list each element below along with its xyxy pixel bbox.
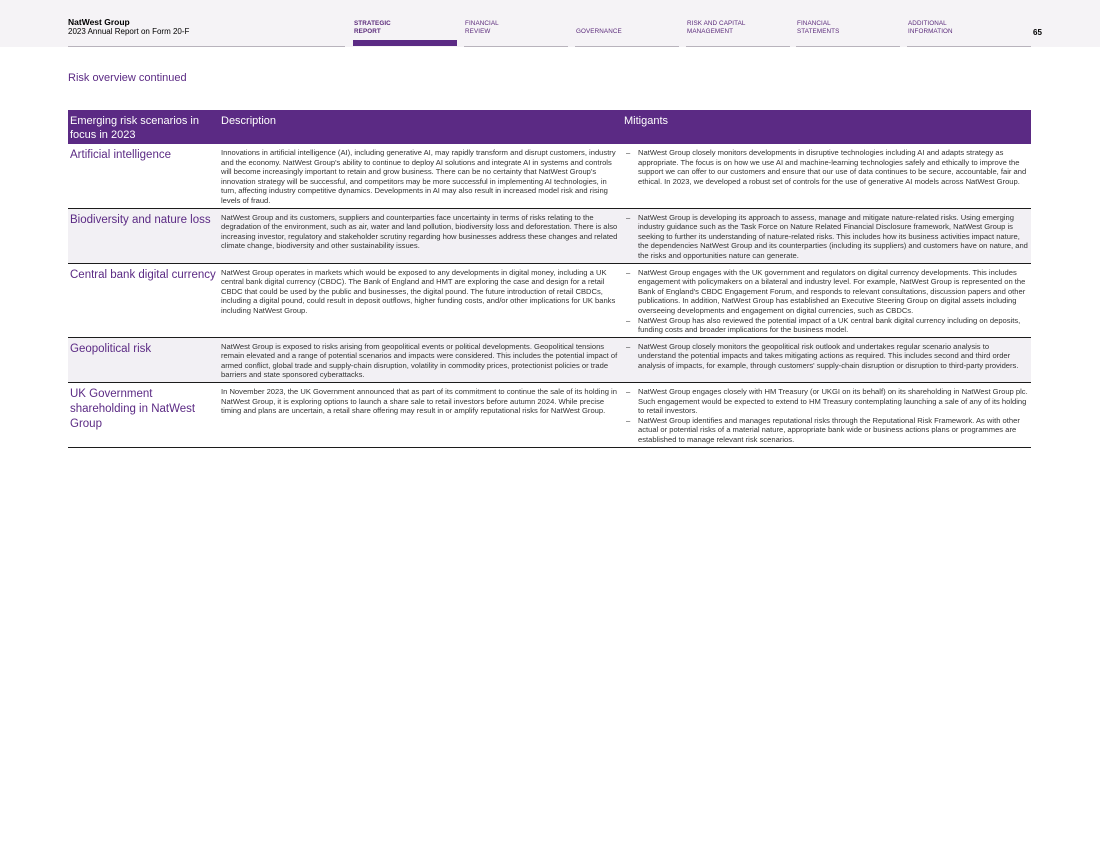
nav-label-line2: REVIEW (465, 27, 491, 35)
risk-description: NatWest Group and its customers, suppliers and counterparties face uncertainty in terms of risks relating to the degradation of the environment, such as air, water and land pollution, biodiversity loss and deforestation. There is also increasing investor, regulatory and stakeholder scrutiny regarding how businesses address these changes and related climate change, biodiversity and other sustainability issues. (219, 208, 622, 263)
nav-additional-information[interactable] (908, 20, 953, 35)
table-row (68, 337, 1031, 382)
risk-mitigants (622, 144, 1031, 208)
mitigant-item: – NatWest Group is developing its approach to assess, manage and mitigate nature-related risks. Using emerging industry guidance such as the Task Force on Nature Related Financial Disclosure framework, NatWest Group is seeking to further its understanding of nature-related risks. This includes how its business activities impact nature, the dependencies NatWest Group and its counterparties (including its suppliers) and customers have on nature, and the risks and opportunities nature can generate. (624, 213, 1029, 261)
risk-name: UK Government shareholding in NatWest Group (68, 383, 219, 448)
risk-description: Innovations in artificial intelligence (AI), including generative AI, may rapidly transform and disrupt customers, industry and the economy. NatWest Group's ability to continue to deploy AI solutions and integrate AI in systems and controls will become increasingly important to retain and grow business. There can be no certainty that NatWest Group's innovation strategy will be successful, and competitors may be more successful in implementing AI technologies, in turn, affecting industry competitive dynamics. Developments in AI may also result in increased model risk and rising levels of fraud. (219, 144, 622, 208)
page-number: 65 (1033, 28, 1042, 37)
risk-mitigants (622, 383, 1031, 448)
nav-underline (907, 46, 1031, 47)
emerging-risks-table (68, 110, 1031, 448)
risk-mitigants (622, 208, 1031, 263)
column-header-mitigants: Mitigants (622, 110, 1031, 144)
company-name: NatWest Group (68, 17, 130, 27)
page-header (0, 0, 1100, 47)
nav-underline (464, 46, 568, 47)
table-row (68, 263, 1031, 337)
mitigant-item: – NatWest Group closely monitors developments in disruptive technologies including AI and adapts strategy as appropriate. The focus is on how we use AI and machine-learning technologies safely and ethically to improve the support we can offer to our customers and ensure that our use of data continues to be secure, accountable, fair and ethical. In 2023, we developed a robust set of controls for the use of generative AI models across NatWest Group. (624, 148, 1029, 186)
brand-underline (68, 46, 345, 47)
section-title: Risk overview continued (68, 72, 187, 84)
nav-financial-review[interactable] (465, 20, 499, 35)
nav-financial-statements[interactable] (797, 20, 839, 35)
column-header-description: Description (219, 110, 622, 144)
risk-description: NatWest Group is exposed to risks arising from geopolitical events or political developments. Geopolitical tensions remain elevated and a range of potential scenarios and impacts were considered. This includes the potential impact of armed conflict, global trade and supply-chain disruption, volatility in commodity prices, protectionist policies or trade barriers and state sponsored cyberattacks. (219, 337, 622, 382)
nav-label-line2: MANAGEMENT (687, 27, 734, 35)
risk-name: Geopolitical risk (68, 337, 219, 382)
nav-underline (796, 46, 900, 47)
mitigant-item: – NatWest Group has also reviewed the potential impact of a UK central bank digital currency including on deposits, funding costs and broader implications for the business model. (624, 316, 1029, 335)
nav-label-line1: FINANCIAL (465, 20, 499, 27)
table-row (68, 144, 1031, 208)
nav-label-line1: ADDITIONAL (908, 20, 947, 27)
nav-label-line1: FINANCIAL (797, 20, 831, 27)
nav-governance[interactable] (576, 20, 622, 35)
nav-label-line2: STATEMENTS (797, 27, 840, 35)
risk-description: In November 2023, the UK Government announced that as part of its commitment to continue the sale of its holding in NatWest Group, it is exploring options to launch a share sale to retail investors before autumn 2024. While precise timing and plans are uncertain, a retail share offering may result in or amplify reputational risks for NatWest Group. (219, 383, 622, 448)
table-row (68, 383, 1031, 448)
nav-label-line2: GOVERNANCE (576, 27, 622, 35)
risk-name: Artificial intelligence (68, 144, 219, 208)
nav-risk-capital-management[interactable] (687, 20, 746, 35)
brand-block (68, 17, 189, 37)
nav-underline (575, 46, 679, 47)
risk-name: Biodiversity and nature loss (68, 208, 219, 263)
risk-mitigants (622, 337, 1031, 382)
table-row (68, 208, 1031, 263)
risk-mitigants (622, 263, 1031, 337)
mitigant-item: – NatWest Group engages closely with HM Treasury (or UKGI on its behalf) on its shareholding in NatWest Group plc. Such engagement would be expected to extend to HM Treasury contemplating launching a sale of any of its holding to retail investors. (624, 387, 1029, 416)
table-header-row (68, 110, 1031, 144)
nav-label-line1: STRATEGIC (354, 20, 391, 27)
nav-active-indicator (353, 40, 457, 46)
mitigant-item: – NatWest Group identifies and manages reputational risks through the Reputational Risk Framework. As with other actual or potential risks of a material nature, appropriate bank wide or business actions plans or programmes are established to manage relevant risk scenarios. (624, 416, 1029, 445)
risk-description: NatWest Group operates in markets which would be exposed to any developments in digital money, including a UK central bank digital currency (CBDC). The Bank of England and HMT are exploring the case and design for a retail CBDC that could be used by the public and businesses, the digital pound. The future introduction of retail CBDCs, including a digital pound, could result in deposit outflows, higher funding costs, and/or other implications for UK banks including NatWest Group. (219, 263, 622, 337)
report-name: 2023 Annual Report on Form 20-F (68, 27, 190, 36)
risk-name: Central bank digital currency (68, 263, 219, 337)
mitigant-item: – NatWest Group closely monitors the geopolitical risk outlook and undertakes regular scenario analysis to understand the potential impacts and takes mitigating actions as required. This includes second and third order analysis of impacts, for example, through customers' supply-chain disruption or disruption to third-party providers. (624, 342, 1029, 371)
column-header-risk: Emerging risk scenarios in focus in 2023 (68, 110, 219, 144)
nav-label-line1: RISK AND CAPITAL (687, 20, 746, 27)
nav-underline (686, 46, 790, 47)
nav-strategic-report[interactable] (354, 20, 391, 35)
mitigant-item: – NatWest Group engages with the UK government and regulators on digital currency developments. This includes engagement with policymakers on a bilateral and industry level. For example, NatWest Group is represented on the Bank of England's CBDC Engagement Forum, and responds to relevant consultations, discussion papers and other publications. In addition, NatWest Group has established an Executive Steering Group on digital assets including overseeing developments and engagement on digital currencies, such as CBDCs. (624, 268, 1029, 316)
nav-label-line2: INFORMATION (908, 27, 953, 35)
nav-label-line2: REPORT (354, 27, 381, 35)
